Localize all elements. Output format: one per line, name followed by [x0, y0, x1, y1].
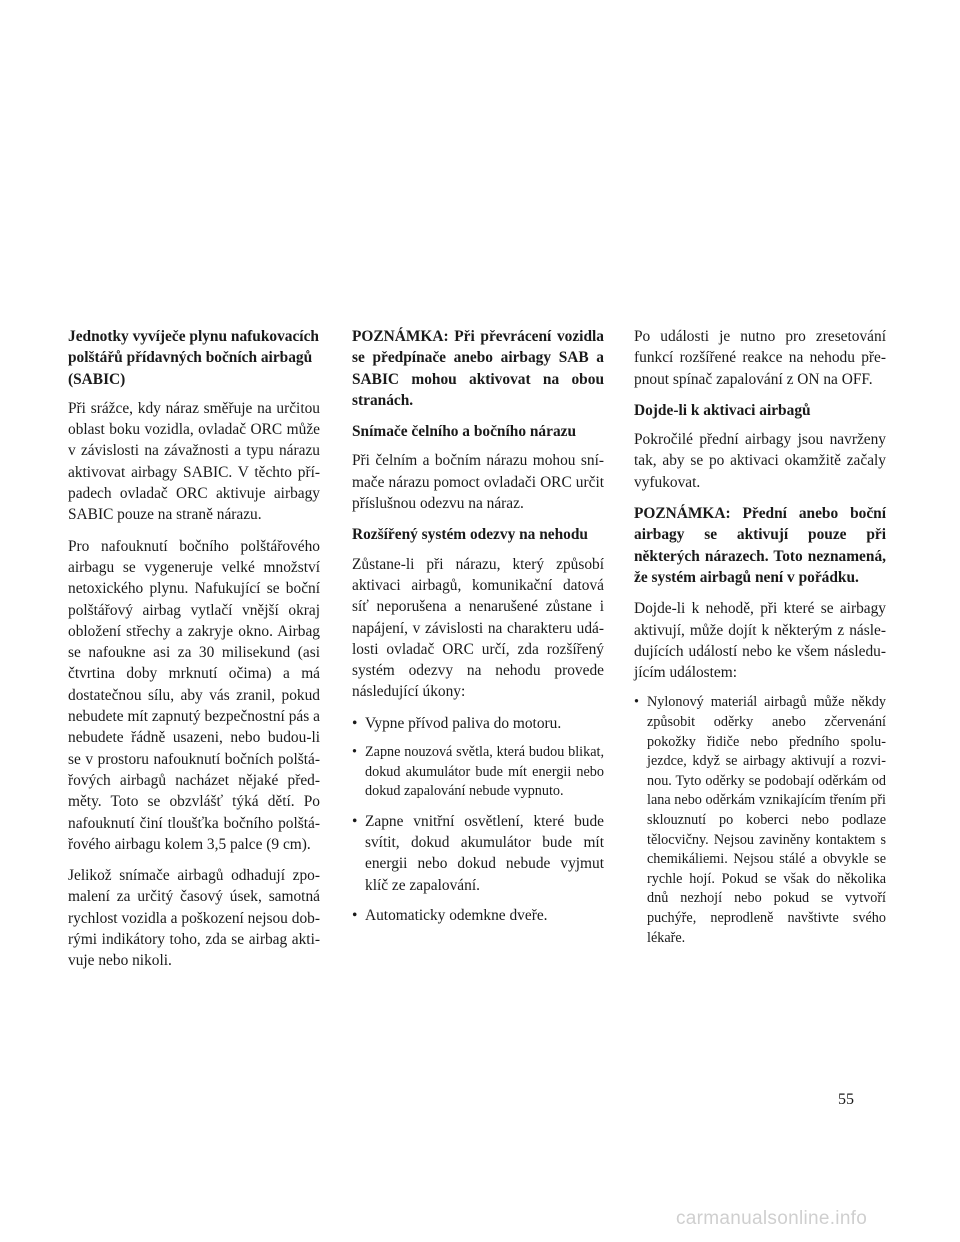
bullet: •	[352, 714, 358, 732]
paragraph: Jelikož snímače airbagů odhadují zpomalení za určitý časový úsek, samotná rychlost vozidla a poškození nejsou dobrými indikátory toho, zda se airbag aktivuje nebo nikoli.	[68, 867, 320, 970]
list-item: • Automaticky odemkne dveře.	[352, 905, 604, 926]
events-list	[634, 693, 886, 948]
paragraph: Pokročilé přední airbagy jsou navrženy tak, aby se po aktivaci okamžitě začaly vyfukovat.	[634, 431, 886, 491]
paragraph: Při srážce, kdy náraz směřuje na určitou oblast boku vozidla, ovladač ORC může v závislosti na závažnosti a typu nárazu aktivovat airbagy SABIC. V těchto případech ovladač ORC aktivuje airbagy SABIC pouze na straně nárazu.	[68, 399, 320, 524]
column-right	[634, 326, 886, 957]
list-item: • Vypne přívod paliva do motoru.	[352, 713, 604, 734]
bullet: •	[352, 744, 357, 761]
paragraph: Zůstane-li při nárazu, který způsobí aktivaci airbagů, komunikační datová síť neporušena a nenarušené zůstane i napájení, v závislosti na charakteru události ovladač ORC určí, zda rozšířený systém odezvy na nehodu provede následující úkony:	[352, 555, 604, 701]
note-airbag-deployment: POZNÁMKA: Přední anebo boční airbagy se aktivují pouze při některých nárazech. Toto neznamená, že systém airbagů není v pořádku.	[634, 505, 886, 586]
list-item: • Nylonový materiál airbagů může někdy způsobit oděrky anebo zčervenání pokožky řidiče nebo předního spolujezdce, když se airbagy aktivují a rozvinou. Tyto oděrky se podobají oděrkám od lana nebo oděrkám vznikajícím třením při sklouznutí po koberci nebo podlaze tělocvičny. Nejsou zaviněny kontaktem s chemikáliemi. Nejsou stálé a obvykle se rychle hojí. Pokud se však do několika dnů nezhojí nebo pokud se vytvoří puchýře, neprodleně navštivte svého lékaře.	[634, 694, 886, 946]
list-item: • Zapne vnitřní osvětlení, které bude svítit, dokud akumulátor bude mít energii nebo dokud nebude vyjmut klíč ze zapalování.	[352, 812, 604, 894]
bullet: •	[352, 907, 358, 925]
column-left	[68, 326, 320, 982]
bullet: •	[634, 694, 639, 711]
section-heading-airbag-deployment: Dojde-li k aktivaci airbagů	[634, 401, 811, 419]
paragraph: Po události je nutno pro zresetování funkcí rozšířené reakce na nehodu přepnout spínač zapalování z ON na OFF.	[634, 328, 886, 388]
paragraph: Při čelním a bočním nárazu mohou snímače nárazu pomoct ovladači ORC určit příslušnou odezvu na náraz.	[352, 452, 604, 513]
paragraph: Pro nafouknutí bočního polštářového airbagu se vygeneruje velké množství netoxického plynu. Nafukující se boční polštářový airbag vytlačí vnější okraj obložení střechy a zakryje okno. Airbag se nafoukne asi za 30 milisekund (asi čtvrtina doby mrknutí očima) a má dostatečnou sílu, aby vás zranil, pokud nebudete mít zapnutý bezpečnostní pás a nebudete řádně usazeni, nebo budou-li se v prostoru nafouknutí bočních polštářových airbagů nacházet nějaké předměty. Toto se obzvlášť týká dětí. Po nafouknutí činí tloušťka bočního polštářového airbagu kolem 3,5 palce (9 cm).	[68, 537, 320, 853]
column-middle	[352, 326, 604, 935]
note-rollover: POZNÁMKA: Při převrácení vozidla se předpínače anebo airbagy SAB a SABIC mohou aktivovat na obou stranách.	[352, 328, 604, 409]
section-heading-sabic: Jednotky vyvíječe plynu nafukovacích polštářů přídavných bočních airbagů (SABIC)	[68, 328, 319, 388]
section-heading-sensors: Snímače čelního a bočního nárazu	[352, 423, 577, 441]
watermark: carmanualsonline.info	[676, 1208, 868, 1229]
list-item: • Zapne nouzová světla, která budou blikat, dokud akumulátor bude mít energii nebo dokud zapalování nebude vypnuto.	[352, 744, 604, 800]
page-number: 55	[838, 1091, 854, 1108]
section-heading-enhanced-response: Rozšířený systém odezvy na nehodu	[352, 526, 588, 544]
paragraph: Dojde-li k nehodě, při které se airbagy aktivují, může dojít k některým z následujících událostí nebo ke všem následujícím událostem:	[634, 600, 886, 682]
bullet: •	[352, 812, 358, 830]
response-list	[352, 713, 604, 927]
